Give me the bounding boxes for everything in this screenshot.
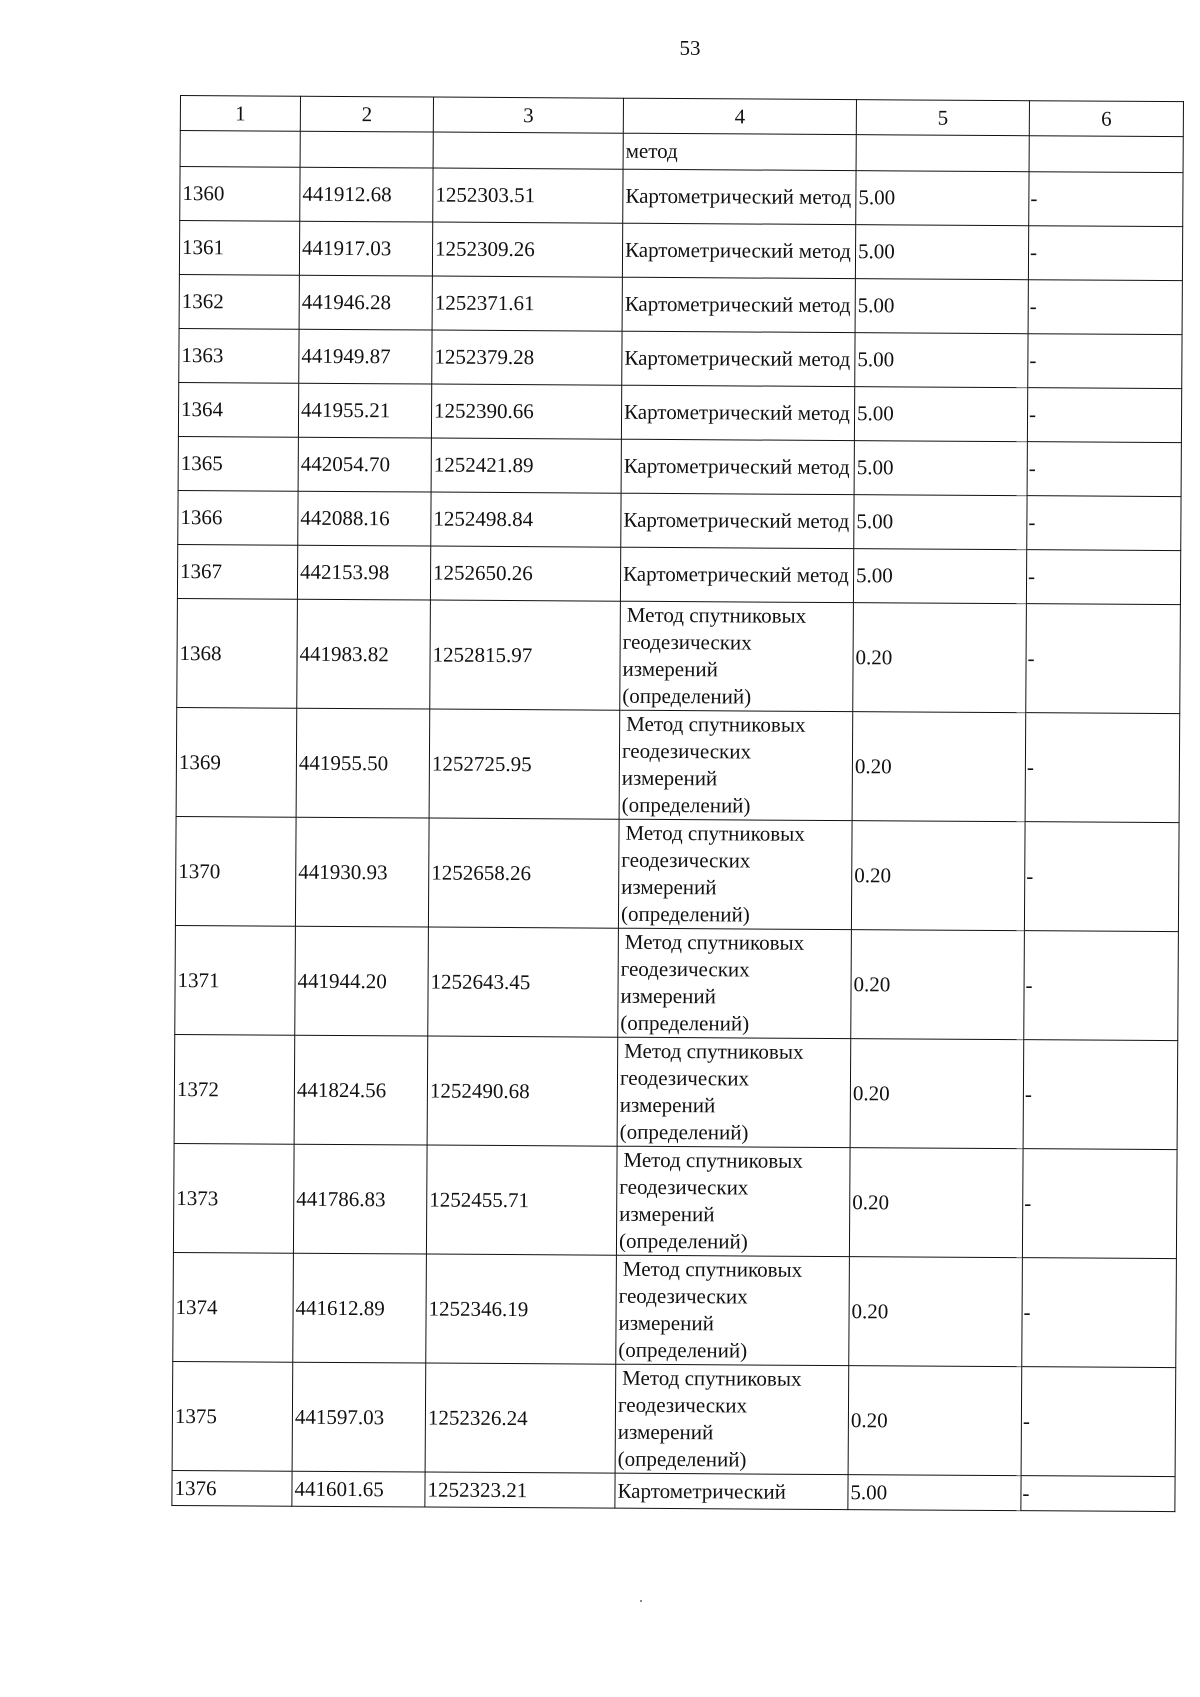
cell-y: 1252643.45 <box>428 927 619 1037</box>
cell-x: 441601.65 <box>292 1471 425 1507</box>
cell-y: 1252650.26 <box>430 546 620 601</box>
scan-speck <box>640 1600 642 1602</box>
cell-method: Картометрический метод <box>622 331 855 386</box>
cell-accuracy: 5.00 <box>848 1475 1021 1511</box>
table-row <box>173 1143 1177 1258</box>
cell-note: - <box>1027 496 1181 551</box>
cell-point-number: 1376 <box>172 1470 292 1506</box>
cell-note: - <box>1021 1476 1175 1512</box>
cell-note <box>1029 136 1183 173</box>
cell-note: - <box>1022 1258 1177 1368</box>
cell-x: 441612.89 <box>293 1253 427 1363</box>
cell-note: - <box>1021 1367 1176 1477</box>
cell-point-number: 1361 <box>179 221 299 276</box>
table-row <box>179 274 1182 334</box>
cell-y: 1252658.26 <box>428 818 619 928</box>
cell-accuracy: 0.20 <box>848 1366 1022 1476</box>
coordinates-table <box>171 95 1184 1512</box>
table-row <box>178 490 1181 550</box>
cell-y: 1252346.19 <box>426 1254 617 1364</box>
column-header-3: 3 <box>433 97 623 133</box>
table-row <box>176 707 1180 822</box>
table-row <box>178 436 1181 496</box>
cell-method: Метод спутниковых геодезических измерений (определений) <box>620 601 854 711</box>
cell-note: - <box>1027 388 1181 443</box>
cell-note: - <box>1027 442 1181 497</box>
cell-method: Картометрический метод <box>621 493 854 548</box>
table-body <box>172 131 1183 1512</box>
cell-y: 1252323.21 <box>425 1472 615 1508</box>
cell-method: Картометрический метод <box>621 439 854 494</box>
cell-method: Картометрический метод <box>622 223 855 278</box>
column-header-5: 5 <box>856 100 1029 136</box>
cell-x: 441930.93 <box>295 817 429 927</box>
cell-y: 1252390.66 <box>431 384 621 439</box>
cell-y: 1252421.89 <box>431 438 621 493</box>
cell-note: - <box>1022 1149 1177 1259</box>
cell-note: - <box>1026 550 1180 605</box>
cell-point-number: 1370 <box>175 816 296 926</box>
cell-method: Метод спутниковых геодезических измерений (определений) <box>616 1146 850 1256</box>
cell-point-number: 1368 <box>177 598 298 708</box>
cell-accuracy: 5.00 <box>854 441 1027 496</box>
continuation-row <box>180 131 1183 173</box>
cell-method: Метод спутниковых геодезических измерений (определений) <box>619 710 853 820</box>
cell-note: - <box>1029 172 1183 227</box>
cell-x: 441824.56 <box>294 1035 428 1145</box>
cell-accuracy: 5.00 <box>853 549 1026 604</box>
cell-point-number: 1374 <box>173 1252 294 1362</box>
cell-y: 1252815.97 <box>430 600 621 710</box>
cell-method: Метод спутниковых геодезических измерений (определений) <box>618 819 852 929</box>
cell-x: 441597.03 <box>292 1362 426 1472</box>
cell-x: 441912.68 <box>300 167 433 222</box>
column-header-6: 6 <box>1029 101 1183 137</box>
cell-x: 441946.28 <box>299 275 432 330</box>
cell-note: - <box>1028 226 1182 281</box>
table-row <box>172 1470 1175 1511</box>
table-row <box>175 925 1179 1040</box>
cell-accuracy: 5.00 <box>855 225 1028 280</box>
cell-y: 1252490.68 <box>427 1036 618 1146</box>
table-row <box>174 1034 1178 1149</box>
cell-x: 441983.82 <box>297 599 431 709</box>
cell-point-number: 1369 <box>176 707 297 817</box>
cell-method: Метод спутниковых геодезических измерений (определений) <box>617 1037 851 1147</box>
cell-accuracy: 5.00 <box>855 333 1028 388</box>
cell-point-number <box>180 131 300 168</box>
cell-x: 441786.83 <box>293 1144 427 1254</box>
cell-accuracy: 0.20 <box>851 821 1025 931</box>
cell-point-number: 1366 <box>178 490 298 545</box>
cell-y: 1252303.51 <box>433 168 623 223</box>
table-row <box>175 816 1179 931</box>
cell-x: 441949.87 <box>299 329 432 384</box>
cell-accuracy: 5.00 <box>855 279 1028 334</box>
column-header-2: 2 <box>300 96 433 132</box>
cell-point-number: 1365 <box>178 436 298 491</box>
table-row <box>173 1252 1177 1367</box>
cell-x: 441955.21 <box>298 383 431 438</box>
column-header-4: 4 <box>623 98 856 134</box>
cell-point-number: 1363 <box>179 328 299 383</box>
cell-accuracy: 5.00 <box>856 171 1029 226</box>
cell-point-number: 1362 <box>179 274 299 329</box>
cell-y: 1252326.24 <box>425 1363 616 1473</box>
cell-accuracy: 5.00 <box>854 495 1027 550</box>
cell-method: Метод спутниковых геодезических измерений (определений) <box>618 928 852 1038</box>
cell-method: Картометрический метод <box>623 169 856 224</box>
cell-point-number: 1360 <box>180 167 300 222</box>
cell-point-number: 1373 <box>173 1143 294 1253</box>
cell-x: 441955.50 <box>296 708 430 818</box>
cell-note: - <box>1024 931 1179 1041</box>
cell-accuracy <box>856 135 1029 172</box>
cell-note: - <box>1028 280 1182 335</box>
cell-method: метод <box>623 133 856 170</box>
cell-point-number: 1364 <box>178 382 298 437</box>
cell-y: 1252455.71 <box>426 1145 617 1255</box>
cell-y: 1252309.26 <box>432 222 622 277</box>
cell-point-number: 1367 <box>177 544 297 599</box>
cell-accuracy: 0.20 <box>853 603 1027 713</box>
cell-x: 441944.20 <box>295 926 429 1036</box>
table-row <box>179 328 1182 388</box>
cell-x <box>300 131 433 168</box>
cell-x: 442054.70 <box>298 437 431 492</box>
cell-method: Картометрический метод <box>621 385 854 440</box>
cell-accuracy: 0.20 <box>849 1148 1023 1258</box>
table-row <box>177 598 1181 713</box>
cell-y: 1252725.95 <box>429 709 620 819</box>
table-row <box>180 167 1183 227</box>
cell-method: Картометрический метод <box>620 547 853 602</box>
cell-method: Картометрический <box>615 1473 848 1509</box>
cell-x: 442153.98 <box>297 545 430 600</box>
table-row <box>179 221 1182 281</box>
cell-accuracy: 0.20 <box>852 712 1026 822</box>
cell-accuracy: 0.20 <box>849 1257 1023 1367</box>
cell-method: Метод спутниковых геодезических измерений (определений) <box>615 1364 849 1474</box>
cell-x: 441917.03 <box>299 221 432 276</box>
cell-point-number: 1375 <box>172 1361 293 1471</box>
cell-y: 1252498.84 <box>431 492 621 547</box>
column-header-1: 1 <box>180 96 300 132</box>
cell-y <box>433 132 623 169</box>
cell-note: - <box>1025 713 1180 823</box>
cell-method: Картометрический метод <box>622 277 855 332</box>
cell-accuracy: 0.20 <box>851 930 1025 1040</box>
page-number: 53 <box>679 36 701 60</box>
cell-x: 442088.16 <box>298 491 431 546</box>
cell-y: 1252371.61 <box>432 276 622 331</box>
cell-note: - <box>1024 822 1179 932</box>
cell-accuracy: 0.20 <box>850 1039 1024 1149</box>
cell-note: - <box>1023 1040 1178 1150</box>
table-row <box>172 1361 1176 1476</box>
cell-method: Метод спутниковых геодезических измерений (определений) <box>616 1255 850 1365</box>
cell-y: 1252379.28 <box>432 330 622 385</box>
table-row <box>178 382 1181 442</box>
cell-point-number: 1371 <box>175 925 296 1035</box>
cell-accuracy: 5.00 <box>854 387 1027 442</box>
cell-point-number: 1372 <box>174 1034 295 1144</box>
cell-note: - <box>1028 334 1182 389</box>
cell-note: - <box>1026 604 1181 714</box>
table-row <box>177 544 1180 604</box>
